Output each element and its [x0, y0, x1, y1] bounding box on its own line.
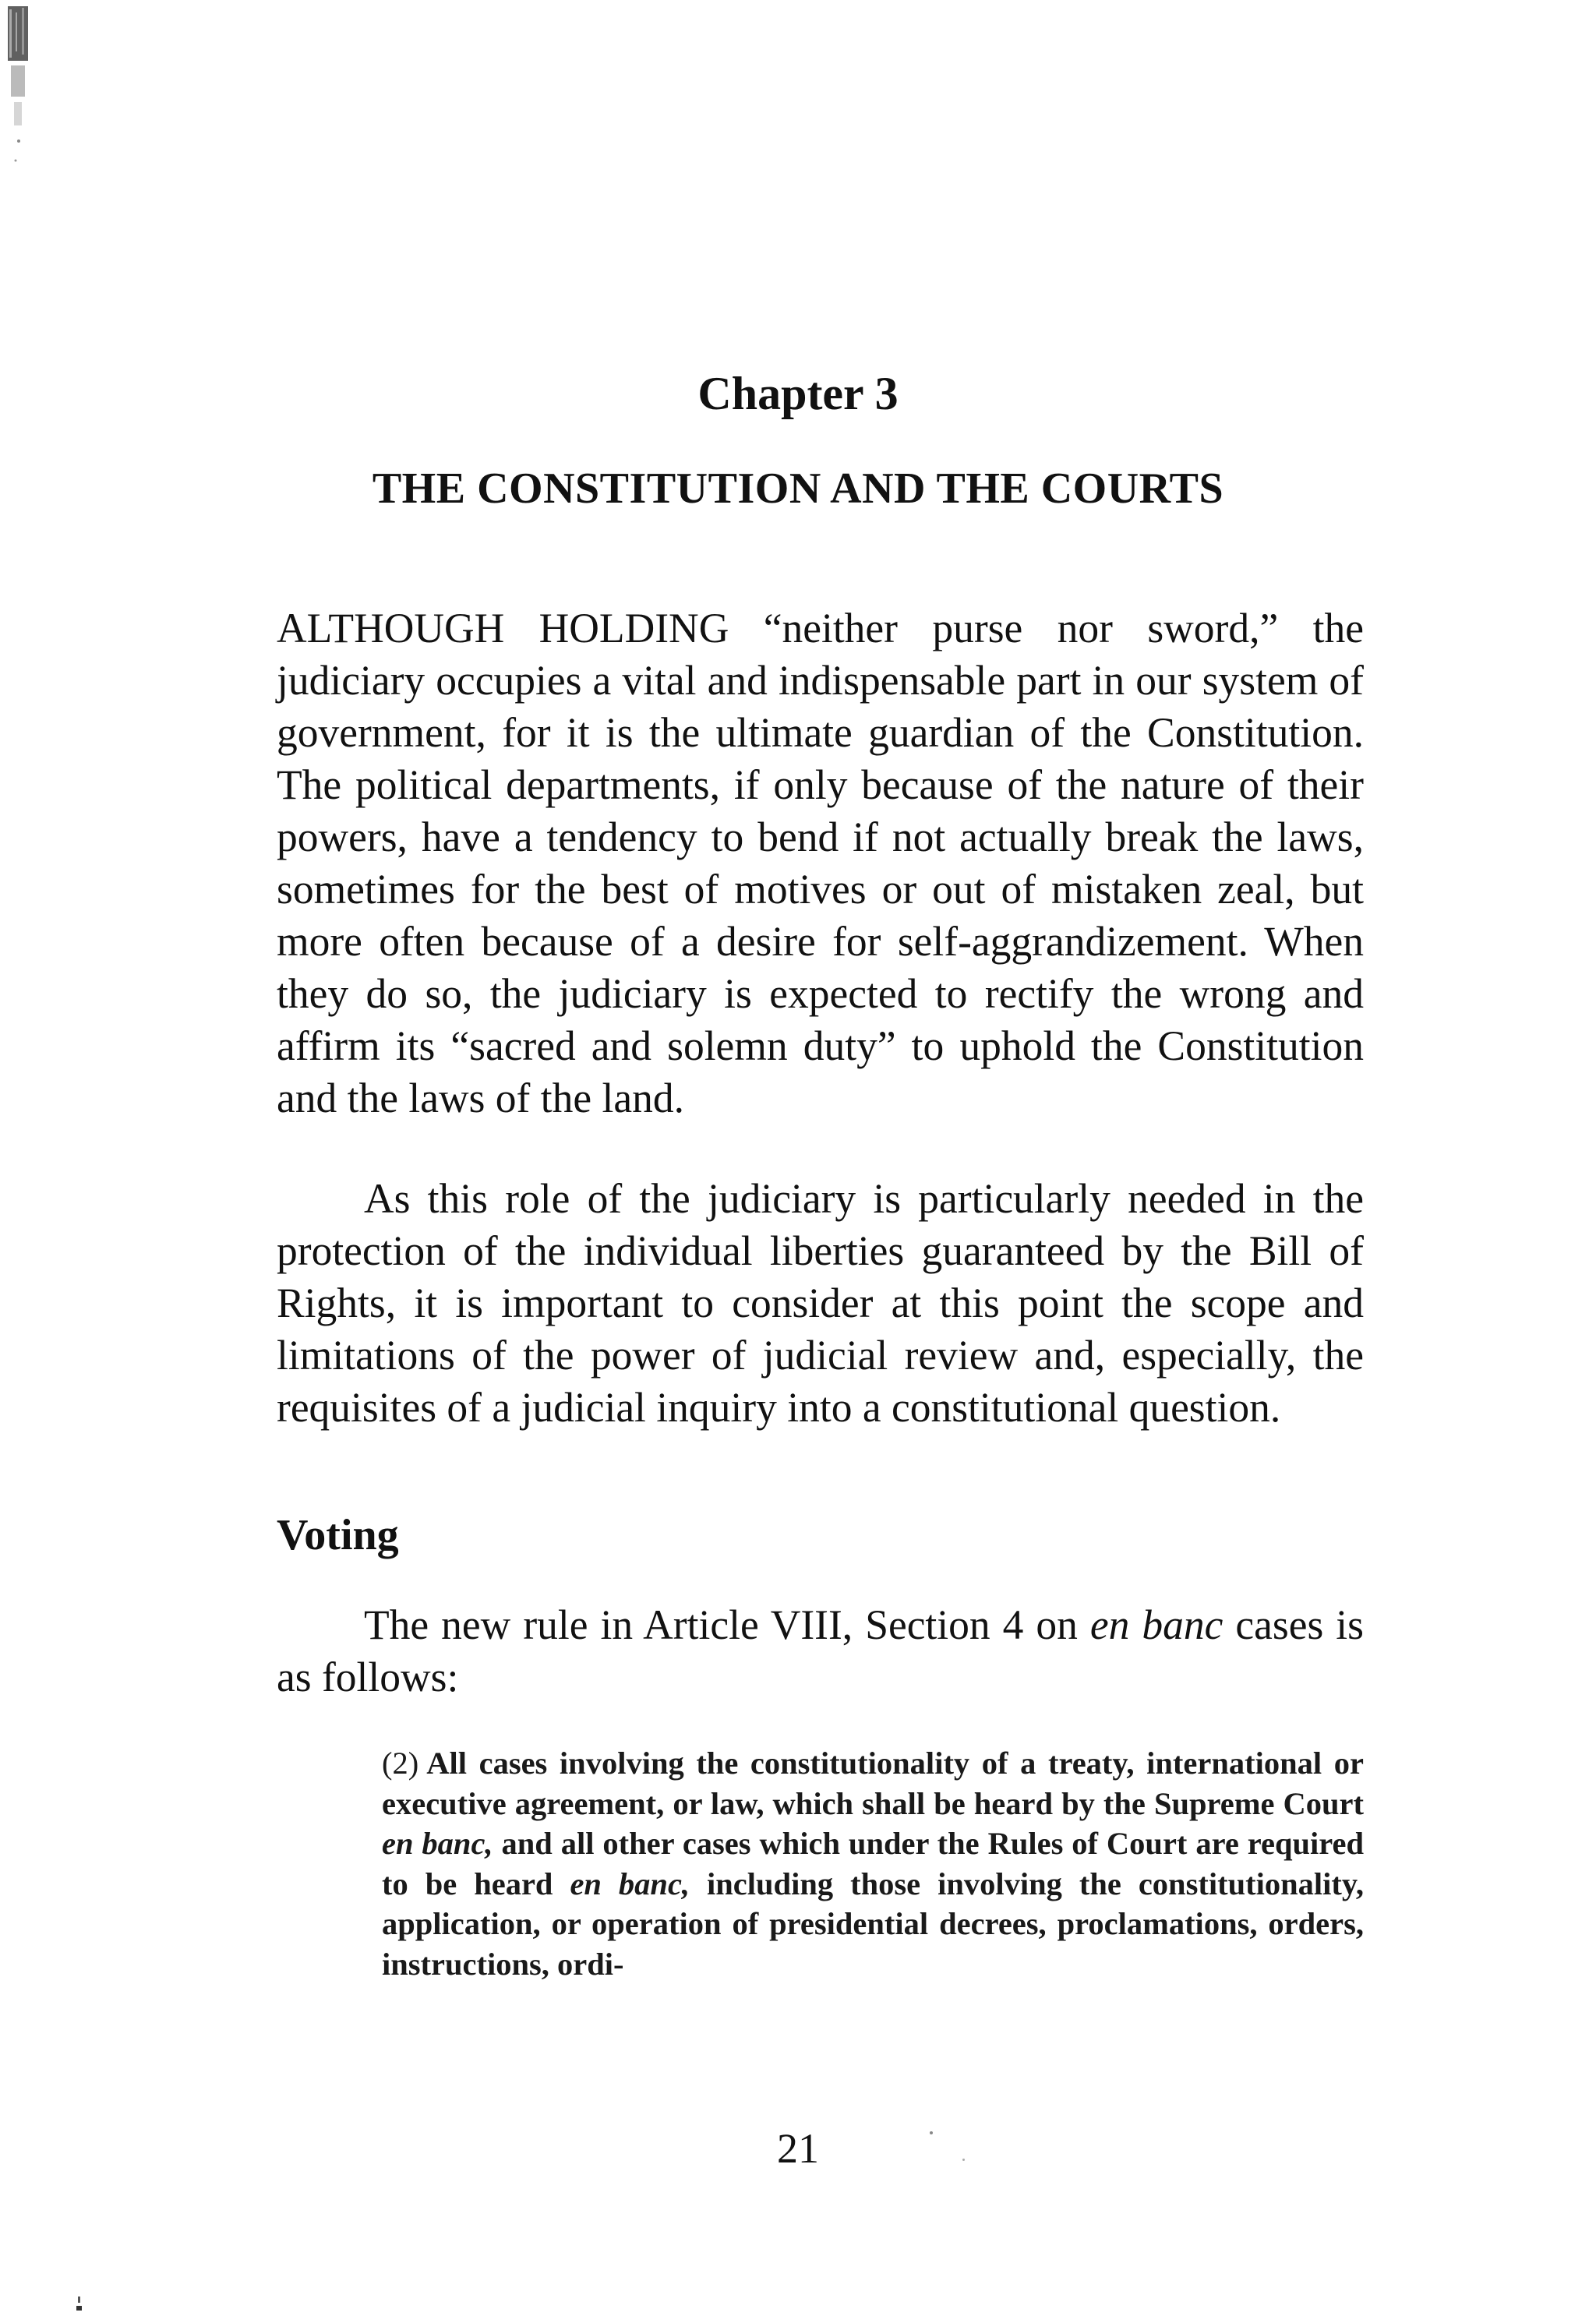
intro-text-start: The new rule in Article VIII, Section 4 on [364, 1601, 1090, 1648]
intro-italic-en-banc: en banc [1089, 1601, 1223, 1648]
provision-text-1: All cases involving the constitutionality of a treaty, international or executive agreement, or law, which shall be heard by the Supreme Court [382, 1746, 1364, 1821]
scan-speck [930, 2131, 933, 2134]
provision-text-2: and all other cases which under the Rules of Court are required to be heard [382, 1826, 1365, 1901]
provision-text-3: including those involving the constitutionality, application, or operation of presidential decrees, proclamations, orders, instructions, ordi- [382, 1866, 1364, 1982]
intro-text-end: cases is as follows: [277, 1601, 1364, 1700]
body-paragraph-2: As this role of the judiciary is particularly needed in the protection of the individual liberties guaranteed by the Bill of Rights, it is important to consider at this point the scope and limitations of the power of judicial review and, especially, the requisites of a judicial inquiry into a constitutional question. [277, 1175, 1364, 1431]
provision-italic-2: en banc, [570, 1866, 690, 1901]
scan-artifact-bottom [75, 2295, 84, 2315]
body-paragraph-1: ALTHOUGH HOLDING “neither purse nor sword,” the judiciary occupies a vital and indispensable part in our system of government, for it is the ultimate guardian of the Constitution. The political departments, if only because of the nature of their powers, have a tendency to bend if not actually break the laws, sometimes for the best of motives or out of mistaken zeal, but more often because of a desire for self-aggrandizement. When they do so, the judiciary is expected to rectify the wrong and affirm its “sacred and solemn duty” to uphold the Constitution and the laws of the land. [277, 605, 1364, 1121]
body-paragraph-3 [277, 1599, 1364, 1703]
scan-speck [962, 2159, 965, 2161]
provision-italic-1: en banc, [382, 1826, 493, 1861]
chapter-number: Chapter 3 [697, 368, 899, 419]
section-heading-voting: Voting [277, 1511, 399, 1559]
page-number: 21 [777, 2125, 819, 2172]
quoted-provision [382, 1743, 1364, 1984]
chapter-title: THE CONSTITUTION AND THE COURTS [372, 464, 1224, 513]
provision-number: (2) [382, 1746, 419, 1781]
scan-artifact-top [6, 5, 33, 176]
